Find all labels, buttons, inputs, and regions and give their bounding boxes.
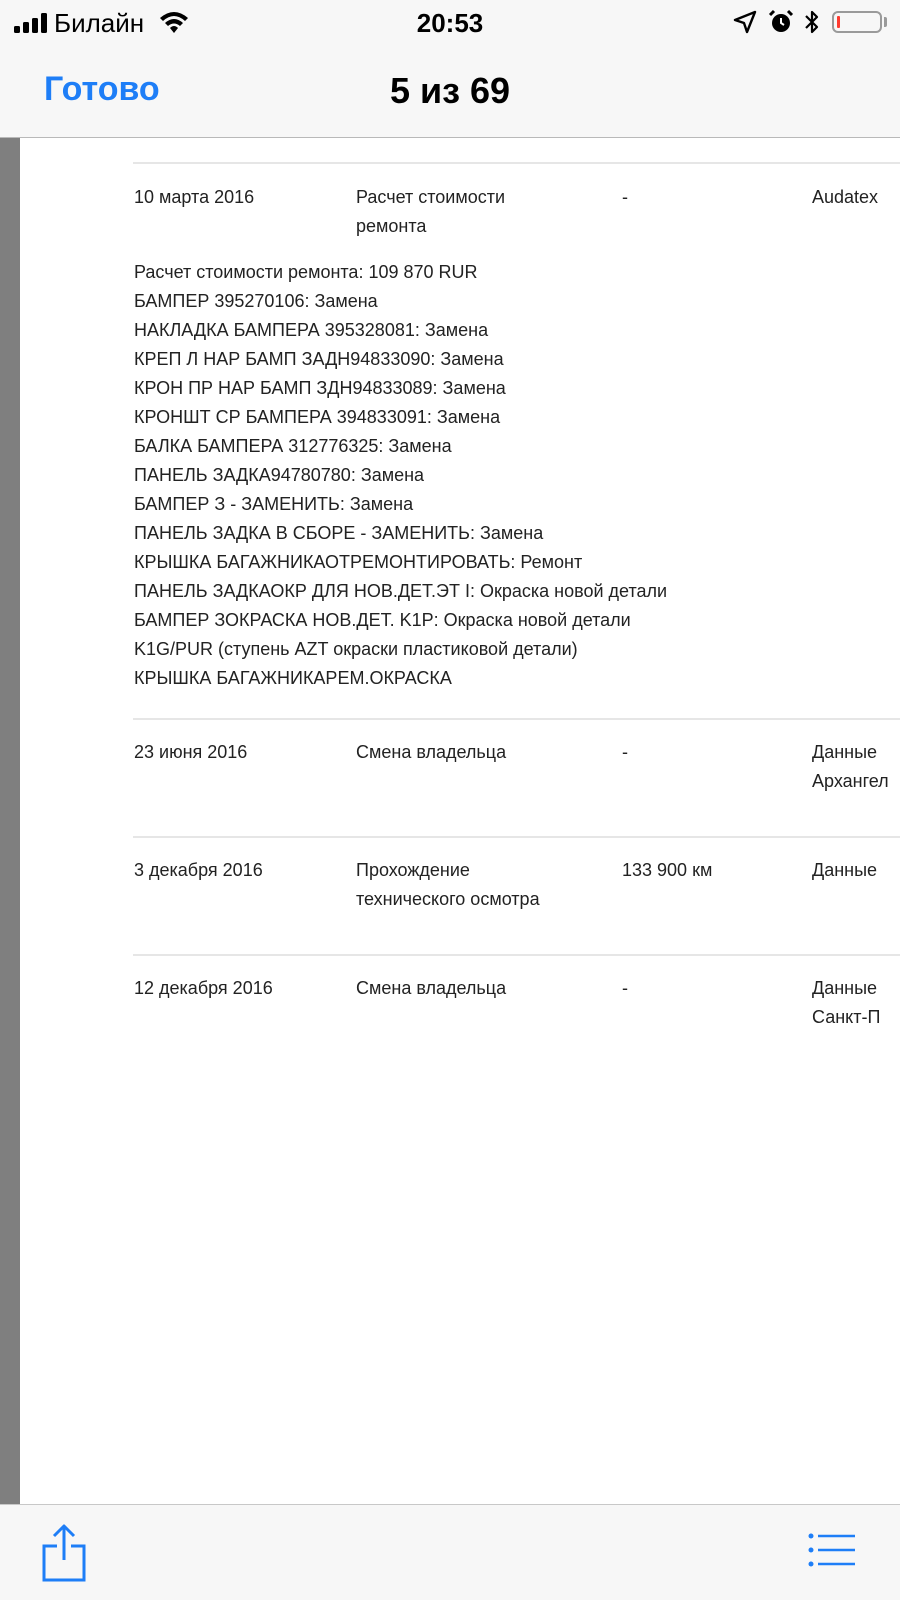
record-mileage: 133 900 км: [622, 860, 713, 880]
page-gutter: [0, 138, 20, 1504]
detail-line: ПАНЕЛЬ ЗАДКАОКР ДЛЯ НОВ.ДЕТ.ЭТ I: Окраска новой детали: [134, 581, 668, 601]
detail-line: КРОН ПР НАР БАМП ЗДН94833089: Замена: [134, 378, 506, 398]
record-event: Смена владельца: [356, 978, 507, 998]
document-page: [20, 138, 900, 1504]
detail-line: БАЛКА БАМПЕРА 312776325: Замена: [134, 436, 452, 456]
detail-line: БАМПЕР 395270106: Замена: [134, 291, 378, 311]
record-source: Данные: [812, 860, 878, 880]
record-source: Данные Архангел: [812, 742, 889, 791]
record-event: Расчет стоимости ремонта: [356, 187, 506, 236]
nav-bar: [0, 44, 900, 138]
row-divider: [133, 954, 900, 956]
carrier-name: Билайн: [54, 8, 145, 38]
alarm-clock-icon: [768, 9, 794, 35]
page-counter: 5 из 69: [389, 70, 511, 111]
battery-level: [837, 16, 840, 28]
record-event: Прохождение технического осмотра: [356, 860, 540, 909]
row-divider: [133, 162, 900, 164]
detail-line: K1G/PUR (ступень AZT окраски пластиковой детали): [134, 639, 578, 659]
row-divider: [133, 836, 900, 838]
record-date: 23 июня 2016: [134, 742, 248, 762]
record-mileage: -: [622, 978, 628, 998]
row-divider: [133, 718, 900, 720]
detail-line: Расчет стоимости ремонта: 109 870 RUR: [134, 262, 478, 282]
detail-line: КРЫШКА БАГАЖНИКАРЕМ.ОКРАСКА: [134, 668, 452, 688]
status-time: 20:53: [416, 8, 484, 38]
detail-line: БАМПЕР ЗОКРАСКА НОВ.ДЕТ. K1P: Окраска новой детали: [134, 610, 631, 630]
record-date: 10 марта 2016: [134, 187, 255, 207]
record-event: Смена владельца: [356, 742, 507, 762]
done-button[interactable]: Готово: [44, 70, 160, 108]
detail-line: ПАНЕЛЬ ЗАДКА В СБОРЕ - ЗАМЕНИТЬ: Замена: [134, 523, 544, 543]
detail-line: БАМПЕР З - ЗАМЕНИТЬ: Замена: [134, 494, 414, 514]
record-mileage: -: [622, 187, 628, 207]
detail-line: НАКЛАДКА БАМПЕРА 395328081: Замена: [134, 320, 489, 340]
battery-cap: [884, 17, 887, 27]
list-icon[interactable]: [808, 1533, 856, 1567]
record-date: 3 декабря 2016: [134, 860, 263, 880]
status-bar: [0, 0, 900, 44]
record-date: 12 декабря 2016: [134, 978, 273, 998]
location-arrow-icon: [733, 10, 757, 34]
document-viewer[interactable]: [0, 138, 900, 1504]
bluetooth-icon: [802, 8, 822, 36]
detail-line: КРОНШТ СР БАМПЕРА 394833091: Замена: [134, 407, 501, 427]
record-mileage: -: [622, 742, 628, 762]
share-icon[interactable]: [40, 1522, 88, 1584]
bottom-toolbar: [0, 1504, 900, 1600]
detail-line: ПАНЕЛЬ ЗАДКА94780780: Замена: [134, 465, 425, 485]
battery-icon: [832, 11, 882, 33]
detail-line: КРЫШКА БАГАЖНИКАОТРЕМОНТИРОВАТЬ: Ремонт: [134, 552, 583, 572]
record-source: Audatex: [812, 187, 879, 207]
record-source: Данные Санкт-П: [812, 978, 881, 1027]
detail-line: КРЕП Л НАР БАМП ЗАДН94833090: Замена: [134, 349, 504, 369]
